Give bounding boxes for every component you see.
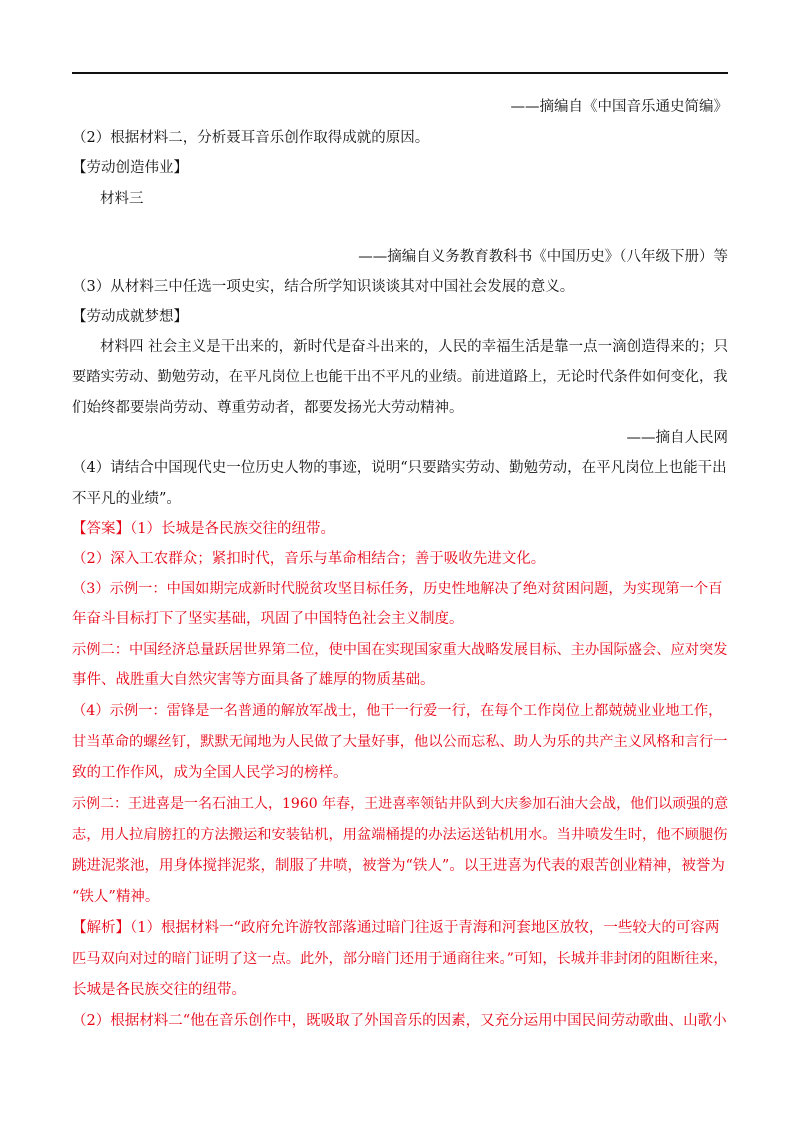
explanation-line: 长城是各民族交往的纽带。 — [72, 982, 246, 998]
explanation-line: 匹马双向对过的暗门证明了这一点。此外，部分暗门还用于通商往来。”可知，长城并非封闭的阻断往来， — [72, 951, 728, 967]
answer-line: 示例二：王进喜是一名石油工人，1960 年春，王进喜率领钻井队到大庆参加石油大会战，他们以顽强的意 — [72, 796, 729, 812]
material-4-text: 材料四 社会主义是干出来的，新时代是奋斗出来的，人民的幸福生活是靠一点一滴创造得来的；只 — [100, 339, 729, 355]
section-heading: 【劳动创造伟业】 — [72, 160, 188, 176]
answer-line: 跳进泥浆池，用身体搅拌泥浆，制服了井喷，被誉为“铁人”。以王进喜为代表的艰苦创业精神，被誉为 — [72, 858, 725, 874]
explanation-line: （2）根据材料二“他在音乐创作中，既吸取了外国音乐的因素，又充分运用中国民间劳动歌曲、山歌小 — [72, 1013, 727, 1029]
answer-line: 甘当革命的螺丝钉，默默无闻地为人民做了大量好事，他以公而忘私、助人为乐的共产主义风格和言行一 — [72, 734, 728, 750]
answer-line: 志，用人拉肩膀扛的方法搬运和安装钻机，用盆端桶提的办法运送钻机用水。当井喷发生时，他不顾腿伤 — [72, 827, 728, 843]
source-citation: ——摘自人民网 — [626, 430, 728, 446]
source-citation: ——摘编自《中国音乐通史简编》 — [510, 99, 728, 115]
material-label: 材料三 — [100, 191, 144, 207]
question-4: 不平凡的业绩”。 — [72, 491, 181, 507]
answer-line: 事件、战胜重大自然灾害等方面具备了雄厚的物质基础。 — [72, 672, 435, 688]
question-4: （4）请结合中国现代史一位历史人物的事迹，说明“只要踏实劳动、勤勉劳动，在平凡岗位上也能干出 — [72, 460, 727, 476]
answer-line: 示例二：中国经济总量跃居世界第二位，使中国在实现国家重大战略发展目标、主办国际盛会、应对突发 — [72, 642, 728, 658]
answer-line: （2）深入工农群众；紧扣时代，音乐与革命相结合；善于吸收先进文化。 — [72, 551, 546, 567]
answer-line: 【答案】（1）长城是各民族交往的纽带。 — [72, 521, 335, 537]
question-2: （2）根据材料二，分析聂耳音乐创作取得成就的原因。 — [72, 130, 430, 146]
explanation-line: 【解析】（1）根据材料一“政府允许游牧部落通过暗门往返于青海和河套地区放牧，一些较大的可容两 — [72, 920, 720, 936]
material-4-text: 要踏实劳动、勤勉劳动，在平凡岗位上也能干出不平凡的业绩。前进道路上，无论时代条件如何变化，我 — [72, 369, 728, 385]
answer-line: 致的工作作风，成为全国人民学习的榜样。 — [72, 765, 348, 781]
section-heading: 【劳动成就梦想】 — [72, 309, 188, 325]
header-rule — [72, 72, 728, 74]
answer-line: “铁人”精神。 — [72, 889, 160, 905]
answer-line: （3）示例一：中国如期完成新时代脱贫攻坚目标任务，历史性地解决了绝对贫困问题，为实现第一个百 — [72, 581, 723, 597]
answer-line: 年奋斗目标打下了坚实基础，巩固了中国特色社会主义制度。 — [72, 611, 464, 627]
source-citation: ——摘编自义务教育教科书《中国历史》（八年级下册）等 — [358, 249, 728, 265]
answer-line: （4）示例一：雷锋是一名普通的解放军战士，他干一行爱一行，在每个工作岗位上都兢兢业业地工作， — [72, 703, 723, 719]
material-4-text: 们始终都要崇尚劳动、尊重劳动者，都要发扬光大劳动精神。 — [72, 400, 464, 416]
question-3: （3）从材料三中任选一项史实，结合所学知识谈谈其对中国社会发展的意义。 — [72, 279, 575, 295]
